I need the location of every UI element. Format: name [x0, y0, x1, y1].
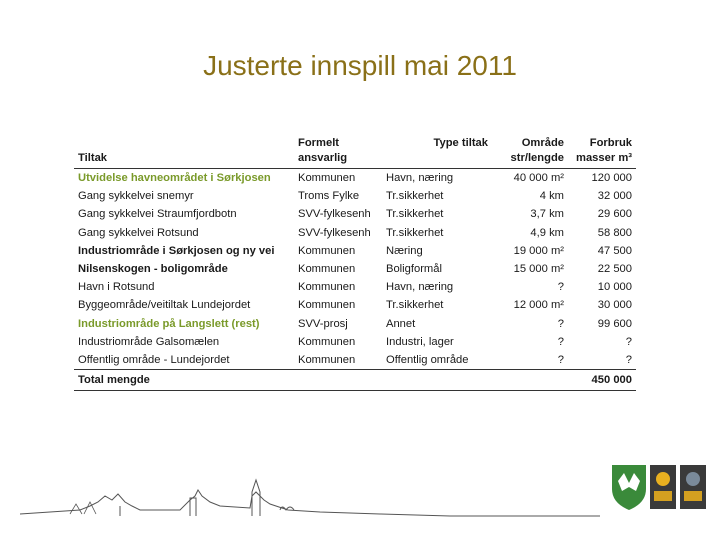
table-row — [74, 224, 636, 242]
cell-tiltak: Gang sykkelvei snemyr — [78, 190, 194, 203]
measures-table-wrap — [74, 136, 636, 391]
cell-forbruk: 29 600 — [597, 208, 632, 221]
cell-tiltak: Gang sykkelvei Rotsund — [78, 226, 199, 239]
cell-type: Tr.sikkerhet — [386, 190, 444, 203]
table-row — [74, 351, 636, 370]
landscape-line-illustration — [20, 440, 600, 530]
total-value: 450 000 — [591, 374, 632, 387]
header-omrade: Område str/lengde — [510, 137, 564, 164]
cell-omrade: ? — [557, 353, 564, 366]
measures-table — [74, 136, 636, 391]
cell-tiltak: Gang sykkelvei Straumfjordbotn — [78, 208, 237, 221]
header-ansvarlig: Formelt ansvarlig — [298, 137, 348, 164]
header-forbruk: Forbruk masser m³ — [576, 137, 632, 164]
cell-ansvarlig: Kommunen — [298, 172, 356, 185]
cell-omrade: 15 000 m² — [513, 263, 564, 276]
cell-ansvarlig: Kommunen — [298, 244, 356, 257]
kommune-logo-icon — [650, 465, 676, 509]
cell-forbruk: 30 000 — [597, 299, 632, 312]
cell-ansvarlig: Troms Fylke — [298, 190, 360, 203]
table-row — [74, 315, 636, 333]
cell-tiltak: Nilsenskogen - boligområde — [78, 263, 228, 276]
table-total-row — [74, 370, 636, 391]
cell-forbruk: 99 600 — [597, 317, 632, 330]
cell-tiltak: Industriområde i Sørkjosen og ny vei — [78, 244, 275, 257]
cell-type: Tr.sikkerhet — [386, 208, 444, 221]
cell-forbruk: 32 000 — [597, 190, 632, 203]
cell-ansvarlig: Kommunen — [298, 299, 356, 312]
table-row — [74, 169, 636, 188]
table-row — [74, 205, 636, 223]
cell-tiltak: Industriområde Galsomælen — [78, 335, 220, 348]
cell-ansvarlig: SVV-fylkesenh — [298, 208, 371, 221]
cell-omrade: ? — [557, 317, 564, 330]
table-row — [74, 242, 636, 260]
total-spacer — [492, 370, 568, 391]
table-body — [74, 169, 636, 391]
cell-type: Annet — [386, 317, 416, 330]
troms-fylke-coat-of-arms-icon — [612, 465, 646, 510]
table-row — [74, 278, 636, 296]
cell-tiltak: Offentlig område - Lundejordet — [78, 353, 230, 366]
cell-type: Tr.sikkerhet — [386, 226, 444, 239]
cell-ansvarlig: Kommunen — [298, 263, 356, 276]
cell-omrade: 40 000 m² — [513, 172, 564, 185]
municipal-logos — [610, 463, 710, 511]
cell-omrade: ? — [557, 281, 564, 294]
cell-forbruk: ? — [625, 335, 632, 348]
total-spacer — [294, 370, 382, 391]
cell-tiltak: Havn i Rotsund — [78, 281, 155, 294]
cell-type: Havn, næring — [386, 281, 454, 294]
cell-omrade: 4,9 km — [530, 226, 564, 239]
cell-type: Industri, lager — [386, 335, 454, 348]
header-tiltak: Tiltak — [78, 152, 108, 164]
cell-omrade: ? — [557, 335, 564, 348]
cell-tiltak: Industriområde på Langslett (rest) — [78, 317, 260, 330]
cell-omrade: 3,7 km — [530, 208, 564, 221]
cell-ansvarlig: Kommunen — [298, 281, 356, 294]
cell-ansvarlig: Kommunen — [298, 353, 356, 366]
total-label: Total mengde — [78, 374, 150, 387]
cell-forbruk: 120 000 — [591, 172, 632, 185]
table-row — [74, 296, 636, 314]
kommune-logo-icon — [680, 465, 706, 509]
cell-type: Havn, næring — [386, 172, 454, 185]
cell-forbruk: 10 000 — [597, 281, 632, 294]
cell-forbruk: 47 500 — [597, 244, 632, 257]
cell-tiltak: Byggeområde/veitiltak Lundejordet — [78, 299, 251, 312]
cell-type: Næring — [386, 244, 423, 257]
slide-title: Justerte innspill mai 2011 — [203, 50, 517, 81]
cell-forbruk: ? — [625, 353, 632, 366]
cell-ansvarlig: Kommunen — [298, 335, 356, 348]
total-spacer — [382, 370, 492, 391]
cell-ansvarlig: SVV-prosj — [298, 317, 348, 330]
cell-forbruk: 58 800 — [597, 226, 632, 239]
cell-omrade: 19 000 m² — [513, 244, 564, 257]
cell-ansvarlig: SVV-fylkesenh — [298, 226, 371, 239]
table-header-row — [74, 136, 636, 169]
cell-forbruk: 22 500 — [597, 263, 632, 276]
cell-omrade: 12 000 m² — [513, 299, 564, 312]
cell-type: Tr.sikkerhet — [386, 299, 444, 312]
cell-type: Offentlig område — [386, 353, 469, 366]
cell-omrade: 4 km — [539, 190, 564, 203]
table-row — [74, 333, 636, 351]
table-row — [74, 260, 636, 278]
table-row — [74, 187, 636, 205]
header-type: Type tiltak — [433, 137, 488, 149]
cell-tiltak: Utvidelse havneområdet i Sørkjosen — [78, 172, 271, 185]
cell-type: Boligformål — [386, 263, 442, 276]
